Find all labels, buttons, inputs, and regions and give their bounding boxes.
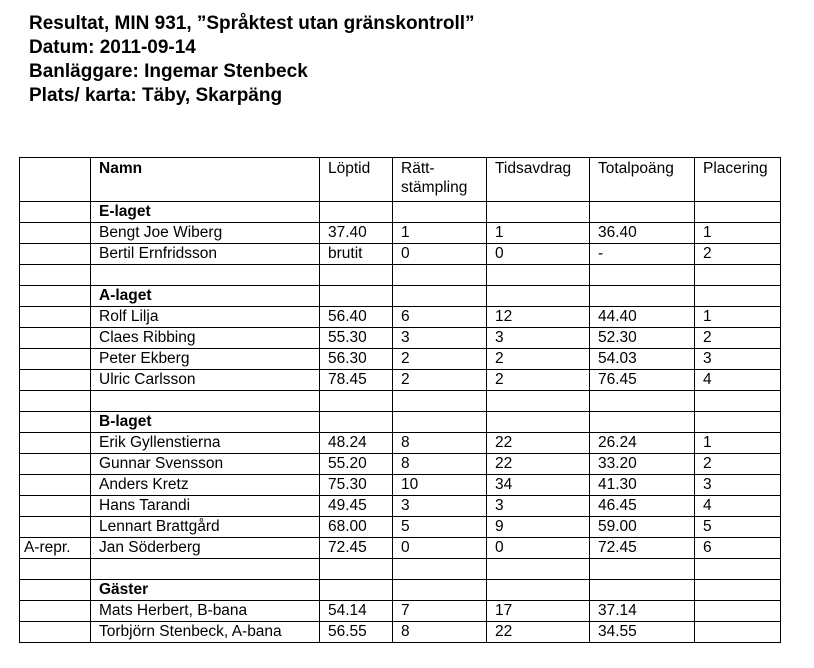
cell-name: Torbjörn Stenbeck, A-bana — [91, 622, 320, 643]
empty-cell — [695, 265, 781, 286]
cell-note — [20, 517, 91, 538]
cell-name: Erik Gyllenstierna — [91, 433, 320, 454]
cell-correct: 8 — [393, 433, 487, 454]
empty-cell — [695, 559, 781, 580]
empty-cell — [393, 559, 487, 580]
cell-place: 2 — [695, 328, 781, 349]
empty-cell — [487, 286, 590, 307]
cell-total: 37.14 — [590, 601, 695, 622]
cell-name: Claes Ribbing — [91, 328, 320, 349]
empty-cell — [590, 265, 695, 286]
cell-place: 3 — [695, 349, 781, 370]
group-name: A-laget — [91, 286, 320, 307]
table-row — [20, 244, 781, 265]
cell-correct: 5 — [393, 517, 487, 538]
empty-cell — [20, 391, 91, 412]
cell-time: 49.45 — [320, 496, 393, 517]
cell-total: 33.20 — [590, 454, 695, 475]
cell-total: 72.45 — [590, 538, 695, 559]
column-header-deduction: Tidsavdrag — [487, 158, 590, 202]
cell-name: Bengt Joe Wiberg — [91, 223, 320, 244]
cell-note — [20, 307, 91, 328]
cell-time: 68.00 — [320, 517, 393, 538]
cell-correct: 3 — [393, 496, 487, 517]
cell-deduction: 34 — [487, 475, 590, 496]
cell-correct: 0 — [393, 244, 487, 265]
document-title: Resultat, MIN 931, ”Språktest utan gränskontroll” — [29, 13, 475, 34]
empty-cell — [393, 412, 487, 433]
cell-place — [695, 622, 781, 643]
cell-place: 1 — [695, 223, 781, 244]
cell-total: 26.24 — [590, 433, 695, 454]
group-name: Gäster — [91, 580, 320, 601]
cell-deduction: 1 — [487, 223, 590, 244]
column-header-place: Placering — [695, 158, 781, 202]
empty-cell — [487, 265, 590, 286]
cell-note — [20, 433, 91, 454]
empty-cell — [393, 391, 487, 412]
spacer-row — [20, 265, 781, 286]
cell-deduction: 17 — [487, 601, 590, 622]
column-header-note — [20, 158, 91, 202]
empty-cell — [91, 391, 320, 412]
table-row — [20, 475, 781, 496]
cell-place: 6 — [695, 538, 781, 559]
cell-time: 56.55 — [320, 622, 393, 643]
column-header-time: Löptid — [320, 158, 393, 202]
empty-cell — [487, 580, 590, 601]
cell-time: 37.40 — [320, 223, 393, 244]
cell-place: 4 — [695, 496, 781, 517]
empty-cell — [487, 202, 590, 223]
empty-cell — [590, 391, 695, 412]
empty-cell — [320, 559, 393, 580]
table-row — [20, 328, 781, 349]
cell-name: Mats Herbert, B-bana — [91, 601, 320, 622]
column-header-name: Namn — [91, 158, 320, 202]
cell-deduction: 12 — [487, 307, 590, 328]
cell-total: 54.03 — [590, 349, 695, 370]
empty-cell — [695, 412, 781, 433]
cell-name: Peter Ekberg — [91, 349, 320, 370]
table-row — [20, 538, 781, 559]
cell-place: 1 — [695, 433, 781, 454]
empty-cell — [320, 265, 393, 286]
cell-place: 4 — [695, 370, 781, 391]
table-row — [20, 622, 781, 643]
event-date: Datum: 2011-09-14 — [29, 37, 196, 58]
empty-cell — [695, 202, 781, 223]
cell-correct: 6 — [393, 307, 487, 328]
cell-deduction: 2 — [487, 370, 590, 391]
empty-cell — [91, 265, 320, 286]
empty-cell — [487, 559, 590, 580]
course-setter: Banläggare: Ingemar Stenbeck — [29, 61, 308, 82]
cell-deduction: 22 — [487, 454, 590, 475]
cell-total: 52.30 — [590, 328, 695, 349]
cell-correct: 10 — [393, 475, 487, 496]
cell-note — [20, 622, 91, 643]
column-header-correct-line2: stämpling — [401, 179, 468, 196]
column-header-correct — [393, 158, 487, 202]
cell-name: Jan Söderberg — [91, 538, 320, 559]
cell-time: 48.24 — [320, 433, 393, 454]
table-row — [20, 433, 781, 454]
cell-place — [695, 601, 781, 622]
cell-deduction: 0 — [487, 244, 590, 265]
empty-cell — [20, 412, 91, 433]
cell-deduction: 9 — [487, 517, 590, 538]
cell-place: 5 — [695, 517, 781, 538]
cell-total: 59.00 — [590, 517, 695, 538]
empty-cell — [487, 412, 590, 433]
table-row — [20, 496, 781, 517]
event-place: Plats/ karta: Täby, Skarpäng — [29, 85, 283, 106]
cell-total: 76.45 — [590, 370, 695, 391]
cell-deduction: 0 — [487, 538, 590, 559]
empty-cell — [320, 286, 393, 307]
empty-cell — [393, 580, 487, 601]
group-name: B-laget — [91, 412, 320, 433]
empty-cell — [20, 559, 91, 580]
cell-correct: 2 — [393, 349, 487, 370]
cell-total: 36.40 — [590, 223, 695, 244]
empty-cell — [695, 580, 781, 601]
cell-total: 44.40 — [590, 307, 695, 328]
cell-time: 56.30 — [320, 349, 393, 370]
cell-time: 78.45 — [320, 370, 393, 391]
group-header-row — [20, 286, 781, 307]
cell-deduction: 3 — [487, 328, 590, 349]
cell-time: 55.20 — [320, 454, 393, 475]
cell-deduction: 3 — [487, 496, 590, 517]
cell-correct: 1 — [393, 223, 487, 244]
cell-time: 56.40 — [320, 307, 393, 328]
empty-cell — [320, 580, 393, 601]
table-row — [20, 517, 781, 538]
cell-total: - — [590, 244, 695, 265]
cell-correct: 0 — [393, 538, 487, 559]
column-header-total: Totalpoäng — [590, 158, 695, 202]
empty-cell — [20, 202, 91, 223]
cell-note — [20, 244, 91, 265]
cell-correct: 2 — [393, 370, 487, 391]
empty-cell — [590, 559, 695, 580]
table-row — [20, 454, 781, 475]
empty-cell — [91, 559, 320, 580]
column-header-correct-line1: Rätt- — [401, 160, 435, 177]
empty-cell — [590, 286, 695, 307]
cell-total: 41.30 — [590, 475, 695, 496]
empty-cell — [320, 202, 393, 223]
empty-cell — [320, 391, 393, 412]
group-name: E-laget — [91, 202, 320, 223]
table-row — [20, 370, 781, 391]
table-row — [20, 349, 781, 370]
group-header-row — [20, 412, 781, 433]
cell-note — [20, 370, 91, 391]
empty-cell — [393, 265, 487, 286]
cell-time: 54.14 — [320, 601, 393, 622]
cell-name: Ulric Carlsson — [91, 370, 320, 391]
cell-note — [20, 496, 91, 517]
empty-cell — [590, 580, 695, 601]
cell-place: 1 — [695, 307, 781, 328]
cell-name: Gunnar Svensson — [91, 454, 320, 475]
cell-deduction: 22 — [487, 433, 590, 454]
cell-time: 55.30 — [320, 328, 393, 349]
cell-name: Bertil Ernfridsson — [91, 244, 320, 265]
empty-cell — [20, 265, 91, 286]
cell-correct: 7 — [393, 601, 487, 622]
table-header-row — [20, 158, 781, 202]
cell-note: A-repr. — [20, 538, 91, 559]
cell-total: 46.45 — [590, 496, 695, 517]
cell-time: 75.30 — [320, 475, 393, 496]
cell-name: Anders Kretz — [91, 475, 320, 496]
empty-cell — [320, 412, 393, 433]
cell-place: 2 — [695, 454, 781, 475]
empty-cell — [20, 580, 91, 601]
group-header-row — [20, 202, 781, 223]
empty-cell — [695, 286, 781, 307]
cell-name: Lennart Brattgård — [91, 517, 320, 538]
document-header — [29, 12, 475, 108]
results-body — [20, 202, 781, 643]
cell-deduction: 2 — [487, 349, 590, 370]
table-row — [20, 223, 781, 244]
cell-name: Hans Tarandi — [91, 496, 320, 517]
cell-note — [20, 475, 91, 496]
cell-name: Rolf Lilja — [91, 307, 320, 328]
cell-note — [20, 349, 91, 370]
empty-cell — [393, 202, 487, 223]
cell-total: 34.55 — [590, 622, 695, 643]
spacer-row — [20, 391, 781, 412]
spacer-row — [20, 559, 781, 580]
cell-time: 72.45 — [320, 538, 393, 559]
cell-place: 2 — [695, 244, 781, 265]
table-row — [20, 307, 781, 328]
cell-deduction: 22 — [487, 622, 590, 643]
empty-cell — [590, 202, 695, 223]
table-row — [20, 601, 781, 622]
cell-note — [20, 601, 91, 622]
cell-note — [20, 328, 91, 349]
cell-note — [20, 223, 91, 244]
results-table — [19, 157, 781, 643]
empty-cell — [590, 412, 695, 433]
cell-correct: 8 — [393, 454, 487, 475]
cell-correct: 3 — [393, 328, 487, 349]
cell-note — [20, 454, 91, 475]
cell-place: 3 — [695, 475, 781, 496]
empty-cell — [20, 286, 91, 307]
cell-time: brutit — [320, 244, 393, 265]
empty-cell — [487, 391, 590, 412]
empty-cell — [393, 286, 487, 307]
cell-correct: 8 — [393, 622, 487, 643]
group-header-row — [20, 580, 781, 601]
empty-cell — [695, 391, 781, 412]
